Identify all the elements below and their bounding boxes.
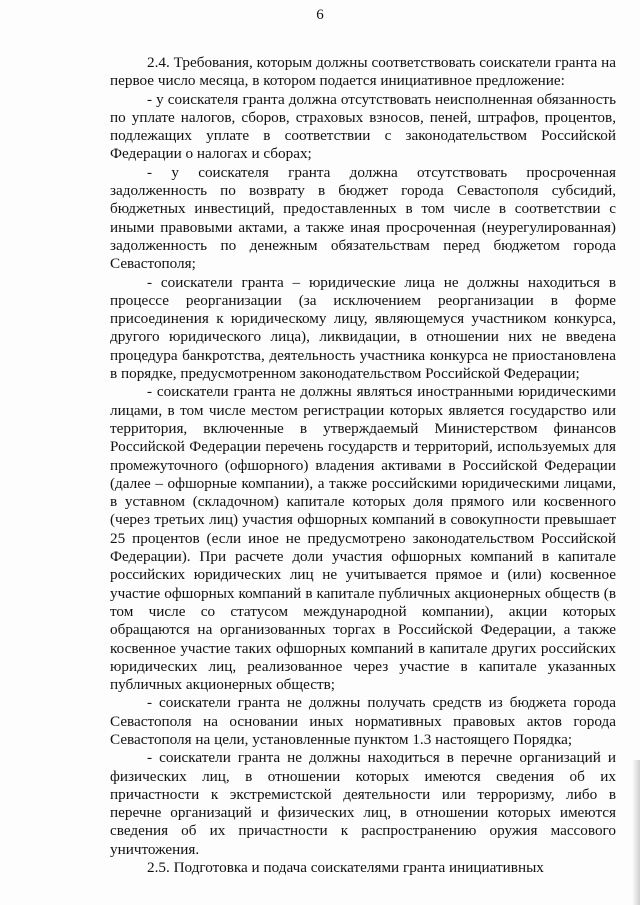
paragraph-2-4: 2.4. Требования, которым должны соответствовать соискатели гранта на первое число месяца, в котором подается инициативное предложение: [110, 54, 616, 90]
page-number: 6 [316, 7, 324, 23]
scan-edge-shadow [632, 760, 640, 905]
paragraph-2-5: 2.5. Подготовка и подача соискателями гранта инициативных [147, 859, 544, 877]
paragraph-other-funds: - соискатели гранта не должны получать средств из бюджета города Севастополя на основании иных нормативных правовых актов города Севастополя на цели, установленные пунктом 1.3 настоящего Порядка; [110, 694, 616, 748]
paragraph-tax-obligations: - у соискателя гранта должна отсутствовать неисполненная обязанность по уплате налогов, сборов, страховых взносов, пеней, штрафов, процентов, подлежащих уплате в соответствии с законодательством Российской Федерации о налогах и сборах; [110, 90, 616, 163]
paragraph-reorganization: - соискатели гранта – юридические лица не должны находиться в процессе реорганизации (за исключением реорганизации в форме присоединения к юридическому лицу, являющемуся участником конкурса, другого юридического лица), ликвидации, в отношении них не введена процедура банкротства, деятельность участника конкурса не приостановлена в порядке, предусмотренном законодательством Российской Федерации; [110, 273, 616, 383]
paragraph-offshore: - соискатели гранта не должны являться иностранными юридическими лицами, в том числе местом регистрации которых является государство или территория, включенные в утверждаемый Министерством финансов Российской Федерации перечень государств и территорий, используемых для промежуточного (офшорного) владения активами в Российской Федерации (далее – офшорные компании), а также российскими юридическими лицами, в уставном (складочном) капитале которых доля прямого или косвенного (через третьих лиц) участия офшорных компаний в совокупности превышает 25 процентов (если иное не предусмотрено законодательством Российской Федерации). При расчете доли участия офшорных компаний в капитале российских юридических лиц не учитывается прямое и (или) косвенное участие офшорных компаний в капитале публичных акционерных обществ (в том числе со статусом международной компании), акции которых обращаются на организованных торгах в Российской Федерации, а также косвенное участие таких офшорных компаний в капитале других российских юридических лиц, реализованное через участие в капитале указанных публичных акционерных обществ; [110, 383, 616, 694]
paragraph-extremism-list: - соискатели гранта не должны находиться в перечне организаций и физических лиц, в отношении которых имеются сведения об их причастности к экстремистской деятельности или терроризму, либо в перечне организаций и физических лиц, в отношении которых имеются сведения об их причастности к распространению оружия массового уничтожения. [110, 749, 616, 858]
document-body [110, 54, 616, 877]
paragraph-budget-debt: - у соискателя гранта должна отсутствовать просроченная задолженность по возврату в бюджет города Севастополя субсидий, бюджетных инвестиций, предоставленных в том числе в соответствии с иными правовыми актами, а также иная просроченная (неурегулированная) задолженность по денежным обязательствам перед бюджетом города Севастополя; [110, 163, 616, 273]
